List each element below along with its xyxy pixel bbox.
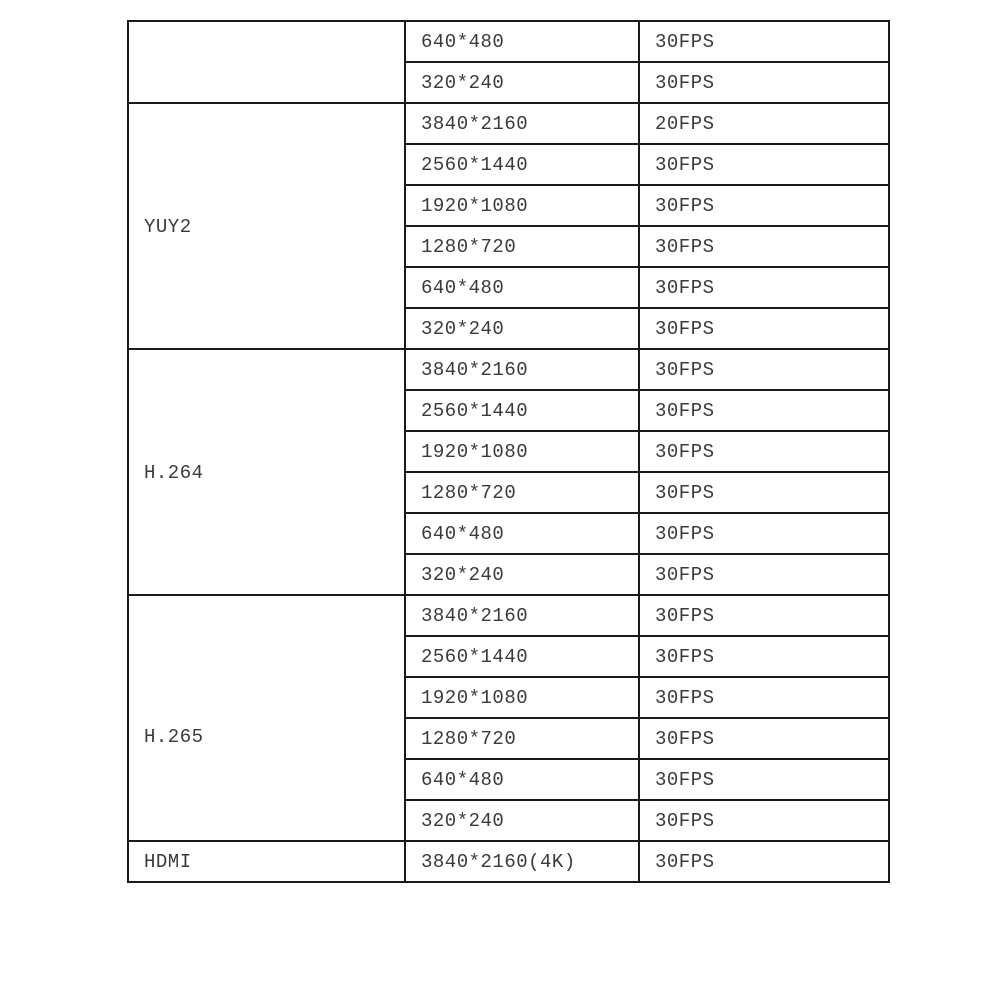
resolution-cell: 1920*1080 — [405, 431, 639, 472]
resolution-cell: 3840*2160 — [405, 595, 639, 636]
spec-table — [127, 20, 890, 883]
table-row — [128, 349, 889, 390]
fps-cell: 30FPS — [639, 267, 889, 308]
fps-cell: 20FPS — [639, 103, 889, 144]
resolution-cell: 2560*1440 — [405, 636, 639, 677]
format-label: H.265 — [144, 726, 204, 748]
fps-cell: 30FPS — [639, 718, 889, 759]
resolution-cell: 320*240 — [405, 554, 639, 595]
table-row — [128, 21, 889, 62]
resolution-cell: 320*240 — [405, 800, 639, 841]
resolution-cell: 1920*1080 — [405, 677, 639, 718]
resolution-cell: 640*480 — [405, 21, 639, 62]
resolution-cell: 1920*1080 — [405, 185, 639, 226]
fps-cell: 30FPS — [639, 431, 889, 472]
fps-cell: 30FPS — [639, 308, 889, 349]
format-cell — [128, 103, 405, 349]
resolution-cell: 640*480 — [405, 267, 639, 308]
fps-cell: 30FPS — [639, 185, 889, 226]
fps-cell: 30FPS — [639, 472, 889, 513]
format-cell — [128, 21, 405, 103]
resolution-cell: 3840*2160(4K) — [405, 841, 639, 882]
resolution-cell: 2560*1440 — [405, 390, 639, 431]
resolution-cell: 640*480 — [405, 759, 639, 800]
fps-cell: 30FPS — [639, 21, 889, 62]
fps-cell: 30FPS — [639, 677, 889, 718]
fps-cell: 30FPS — [639, 390, 889, 431]
fps-cell: 30FPS — [639, 144, 889, 185]
format-label: H.264 — [144, 462, 204, 484]
format-cell: HDMI — [128, 841, 405, 882]
resolution-cell: 1280*720 — [405, 226, 639, 267]
fps-cell: 30FPS — [639, 759, 889, 800]
fps-cell: 30FPS — [639, 595, 889, 636]
format-cell — [128, 349, 405, 595]
resolution-cell: 1280*720 — [405, 718, 639, 759]
table-row — [128, 103, 889, 144]
fps-cell: 30FPS — [639, 841, 889, 882]
fps-cell: 30FPS — [639, 554, 889, 595]
fps-cell: 30FPS — [639, 226, 889, 267]
resolution-cell: 640*480 — [405, 513, 639, 554]
table-row — [128, 841, 889, 882]
spec-table-body — [128, 21, 889, 882]
format-label: YUY2 — [144, 216, 192, 238]
fps-cell: 30FPS — [639, 62, 889, 103]
resolution-cell: 3840*2160 — [405, 349, 639, 390]
resolution-cell: 320*240 — [405, 308, 639, 349]
fps-cell: 30FPS — [639, 349, 889, 390]
format-cell — [128, 595, 405, 841]
resolution-cell: 1280*720 — [405, 472, 639, 513]
resolution-cell: 2560*1440 — [405, 144, 639, 185]
resolution-cell: 3840*2160 — [405, 103, 639, 144]
table-row — [128, 595, 889, 636]
resolution-cell: 320*240 — [405, 62, 639, 103]
fps-cell: 30FPS — [639, 513, 889, 554]
fps-cell: 30FPS — [639, 636, 889, 677]
fps-cell: 30FPS — [639, 800, 889, 841]
